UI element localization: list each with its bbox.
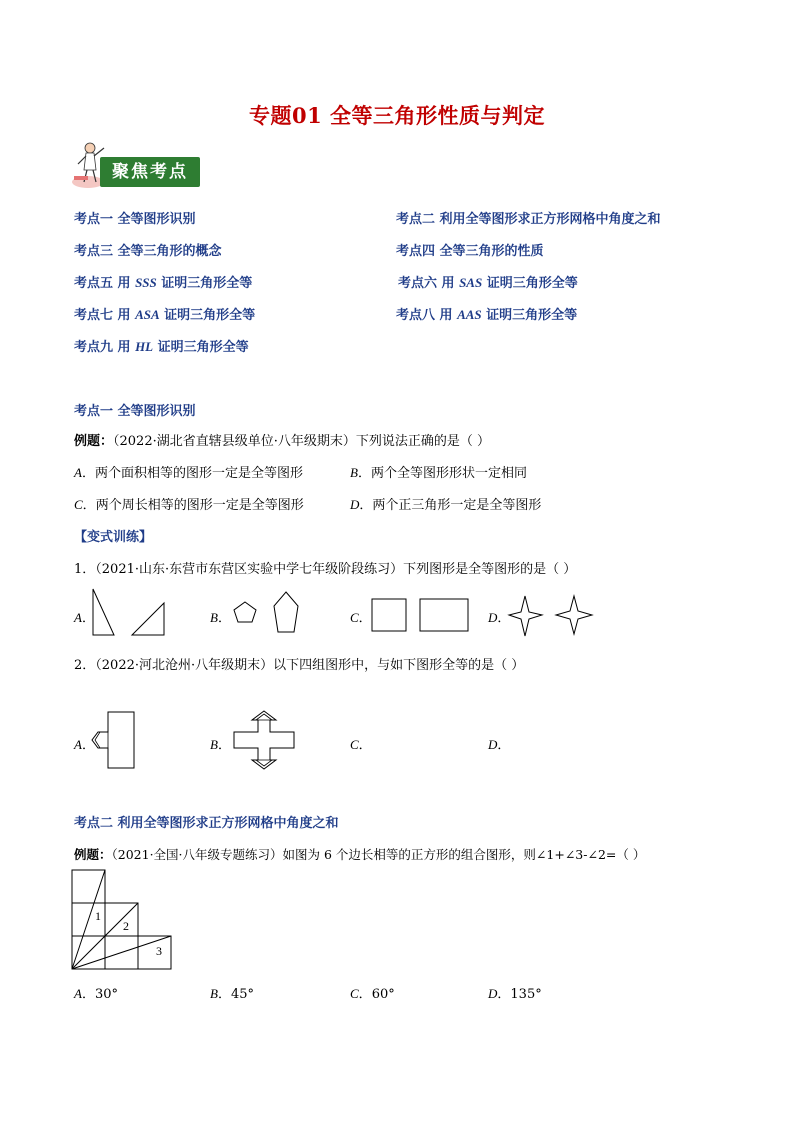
toc-item-5[interactable]: 考点五 用 SSS 证明三角形全等 [74, 275, 253, 291]
toc-item-4[interactable]: 考点四 全等三角形的性质 [396, 244, 544, 259]
q1-a-triangles-figure [90, 587, 190, 637]
example-1-option-c[interactable]: C．两个周长相等的图形一定是全等图形 [74, 497, 304, 513]
example-2-option-c[interactable]: C．60° [350, 986, 395, 1002]
angle-label-3: 3 [156, 944, 162, 958]
angle-label-1: 1 [95, 909, 101, 923]
page-title: 专题01 全等三角形性质与判定 [248, 103, 546, 128]
toc-item-9[interactable]: 考点九 用 HL 证明三角形全等 [74, 339, 249, 355]
example-2-option-a[interactable]: A．30° [74, 986, 119, 1002]
q1-c-rectangles-figure [370, 597, 480, 637]
example-2-option-d[interactable]: D．135° [488, 986, 542, 1002]
example-1-option-b[interactable]: B．两个全等图形形状一定相同 [350, 465, 527, 481]
example-2: 例题：（2021·全国·八年级专题练习）如图为 6 个边长相等的正方形的组合图形，则∠1+∠3-∠2=（ ） [74, 847, 646, 862]
toc-item-8[interactable]: 考点八 用 AAS 证明三角形全等 [396, 307, 578, 323]
question-1-option-b[interactable]: B． [210, 610, 231, 626]
focus-badge-label: 聚焦考点 [100, 157, 200, 187]
toc-item-6[interactable]: 考点六 用 SAS 证明三角形全等 [398, 275, 578, 291]
example-1-option-a[interactable]: A．两个面积相等的图形一定是全等图形 [74, 465, 303, 481]
question-2-option-b[interactable]: B． [210, 737, 231, 753]
example-2-option-b[interactable]: B．45° [210, 986, 255, 1002]
section-heading-1: 考点一 全等图形识别 [74, 404, 196, 419]
square-grid-angle-figure [70, 868, 180, 972]
toc-item-7[interactable]: 考点七 用 ASA 证明三角形全等 [74, 307, 256, 323]
question-2-option-c[interactable]: C． [350, 737, 372, 753]
angle-label-2: 2 [123, 919, 129, 933]
question-2: 2．（2022·河北沧州·八年级期末）以下四组图形中，与如下图形全等的是（ ） [74, 658, 525, 673]
q2-b-cross-arrow-figure [232, 710, 296, 770]
section-heading-2: 考点二 利用全等图形求正方形网格中角度之和 [74, 816, 339, 831]
toc-item-1[interactable]: 考点一 全等图形识别 [74, 212, 196, 227]
toc-item-2[interactable]: 考点二 利用全等图形求正方形网格中角度之和 [396, 212, 661, 227]
example-1: 例题：（2022·湖北省直辖县级单位·八年级期末）下列说法正确的是（ ） [74, 434, 490, 449]
toc-item-3[interactable]: 考点三 全等三角形的概念 [74, 244, 222, 259]
question-2-option-a[interactable]: A． [74, 737, 95, 753]
practice-heading: 【变式训练】 [74, 530, 153, 545]
question-1-option-a[interactable]: A． [74, 610, 95, 626]
question-1-option-d[interactable]: D． [488, 610, 511, 626]
question-1: 1．（2021·山东·东营市东营区实验中学七年级阶段练习）下列图形是全等图形的是（ ） [74, 562, 577, 577]
question-1-option-c[interactable]: C． [350, 610, 372, 626]
q2-a-arrow-shape-figure [90, 710, 140, 770]
question-2-option-d[interactable]: D． [488, 737, 511, 753]
example-1-option-d[interactable]: D．两个正三角形一定是全等图形 [350, 497, 542, 513]
focus-badge [70, 140, 202, 192]
q1-b-pentagons-figure [228, 588, 308, 638]
q1-d-stars-figure [508, 594, 598, 638]
